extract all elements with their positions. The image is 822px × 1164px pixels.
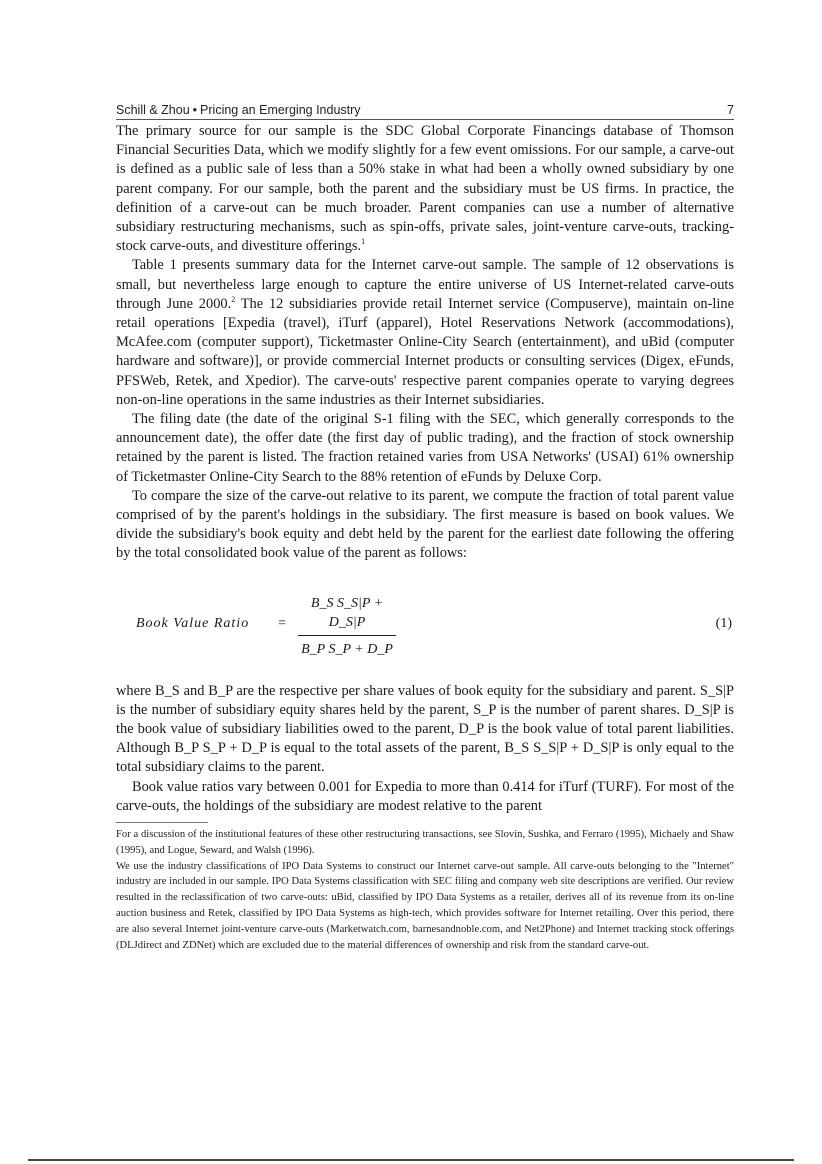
equation-book-value-ratio	[116, 576, 734, 672]
equation-denominator: B_P S_P + D_P	[301, 642, 393, 658]
document-page	[116, 100, 734, 953]
footnote: We use the industry classifications of IPO Data Systems to construct our Internet carve-out sample. All carve-outs belonging to the "Internet" industry are included in our sample. IPO Data Systems classification with SEC filing and company web site descriptions are verified. Our review resulted in the reclassification of two carve-outs: uBid, classified by IPO Data Systems as a retailer, derives all of its revenue from its on-line auction business and Retek, classified by IPO Data Systems as high-tech, which provides software for Internet retailing. Over this period, there are also several Internet joint-venture carve-outs (Marketwatch.com, barnesandnoble.com, and Net2Phone) and Internet tracking stock offerings (DLJdirect and ZDNet) which are excluded due to the material differences of ownership and risk from the standard carve-out.	[116, 860, 734, 951]
header-separator: •	[192, 103, 198, 117]
body-text	[116, 122, 734, 816]
page-number: 7	[727, 103, 734, 117]
article-short-title: Pricing an Emerging Industry	[200, 103, 361, 117]
paragraph: The primary source for our sample is the SDC Global Corporate Financings database of Thomson Financial Securities Data, which we modify slightly for a few event omissions. For our sample, a carve-out is defined as a public sale of less than a 50% stake in what had been a wholly owned subsidiary by one parent company. For our sample, both the parent and the subsidiary must be US firms. In practice, the definition of a carve-out can be much broader. Parent companies can use a number of alternative subsidiary restructuring mechanisms, such as spin-offs, private sales, joint-venture carve-outs, tracking-stock carve-outs, and divestiture offerings.$^1$	[116, 123, 734, 255]
paragraph: Table 1 presents summary data for the Internet carve-out sample. The sample of 12 observations is small, but nevertheless large enough to capture the entire universe of US Internet-related carve-outs through June 2000.$^2$ The 12 subsidiaries provide retail Internet service (Compuserve), maintain on-line retail operations [Expedia (travel), iTurf (apparel), Hotel Reservations Network (accommodations), McAfee.com (computer support), Ticketmaster Online-City Search (entertainment), and uBid (computer hardware and software)], or provide commercial Internet products or consulting services (Digex, eFunds, PFSWeb, Retek, and Xpedior). The carve-outs' respective parent companies operate to varying degrees non-on-line operations in the same industries as their Internet subsidiaries.	[116, 257, 734, 408]
paragraph: The filing date (the date of the original S-1 filing with the SEC, which generally corresponds to the announcement date), the offer date (the first day of public trading), and the fraction of stock ownership retained by the parent is listed. The fraction retained varies from USA Networks' (USAI) 61% ownership of Ticketmaster Online-City Search to the 88% retention of eFunds by Deluxe Corp.	[116, 411, 734, 485]
equation-lhs: Book Value Ratio	[136, 615, 250, 631]
paragraph: Book value ratios vary between 0.001 for Expedia to more than 0.414 for iTurf (TURF). For most of the carve-outs, the holdings of the subsidiary are modest relative to the parent	[116, 778, 734, 814]
footnotes	[116, 827, 734, 953]
scan-edge-line	[28, 1159, 794, 1161]
author-names: Schill & Zhou	[116, 103, 190, 117]
running-header	[116, 100, 734, 120]
equation-fraction	[298, 594, 396, 660]
paragraph: To compare the size of the carve-out relative to its parent, we compute the fraction of total parent value comprised of by the parent's holdings in the subsidiary. The first measure is based on book values. We divide the subsidiary's book equity and debt held by the parent for the earliest date following the offering by the total consolidated book value of the parent as follows:	[116, 487, 734, 562]
equation-numerator: B_S S_S|P + D_S|P	[310, 595, 384, 630]
equals-sign: =	[278, 615, 286, 631]
paragraph: where B_S and B_P are the respective per share values of book equity for the subsidiary and parent. S_S|P is the number of subsidiary equity shares held by the parent, S_P is the number of parent shares. D_S|P is the book value of subsidiary liabilities owed to the parent, D_P is the book value of total parent liabilities. Although B_P S_P + D_P is equal to the total assets of the parent, B_S S_S|P + D_S|P is only equal to the total subsidiary claims to the parent.	[116, 682, 734, 776]
footnote-ref: 2	[231, 295, 236, 305]
footnote-ref: 1	[361, 237, 366, 247]
footnote-divider	[116, 822, 208, 823]
running-head-title	[116, 103, 361, 117]
equation-number: (1)	[715, 615, 732, 631]
footnote: For a discussion of the institutional features of these other restructuring transactions, see Slovin, Sushka, and Ferraro (1995), Michaely and Shaw (1995), and Logue, Seward, and Walsh (1996).	[116, 829, 734, 856]
